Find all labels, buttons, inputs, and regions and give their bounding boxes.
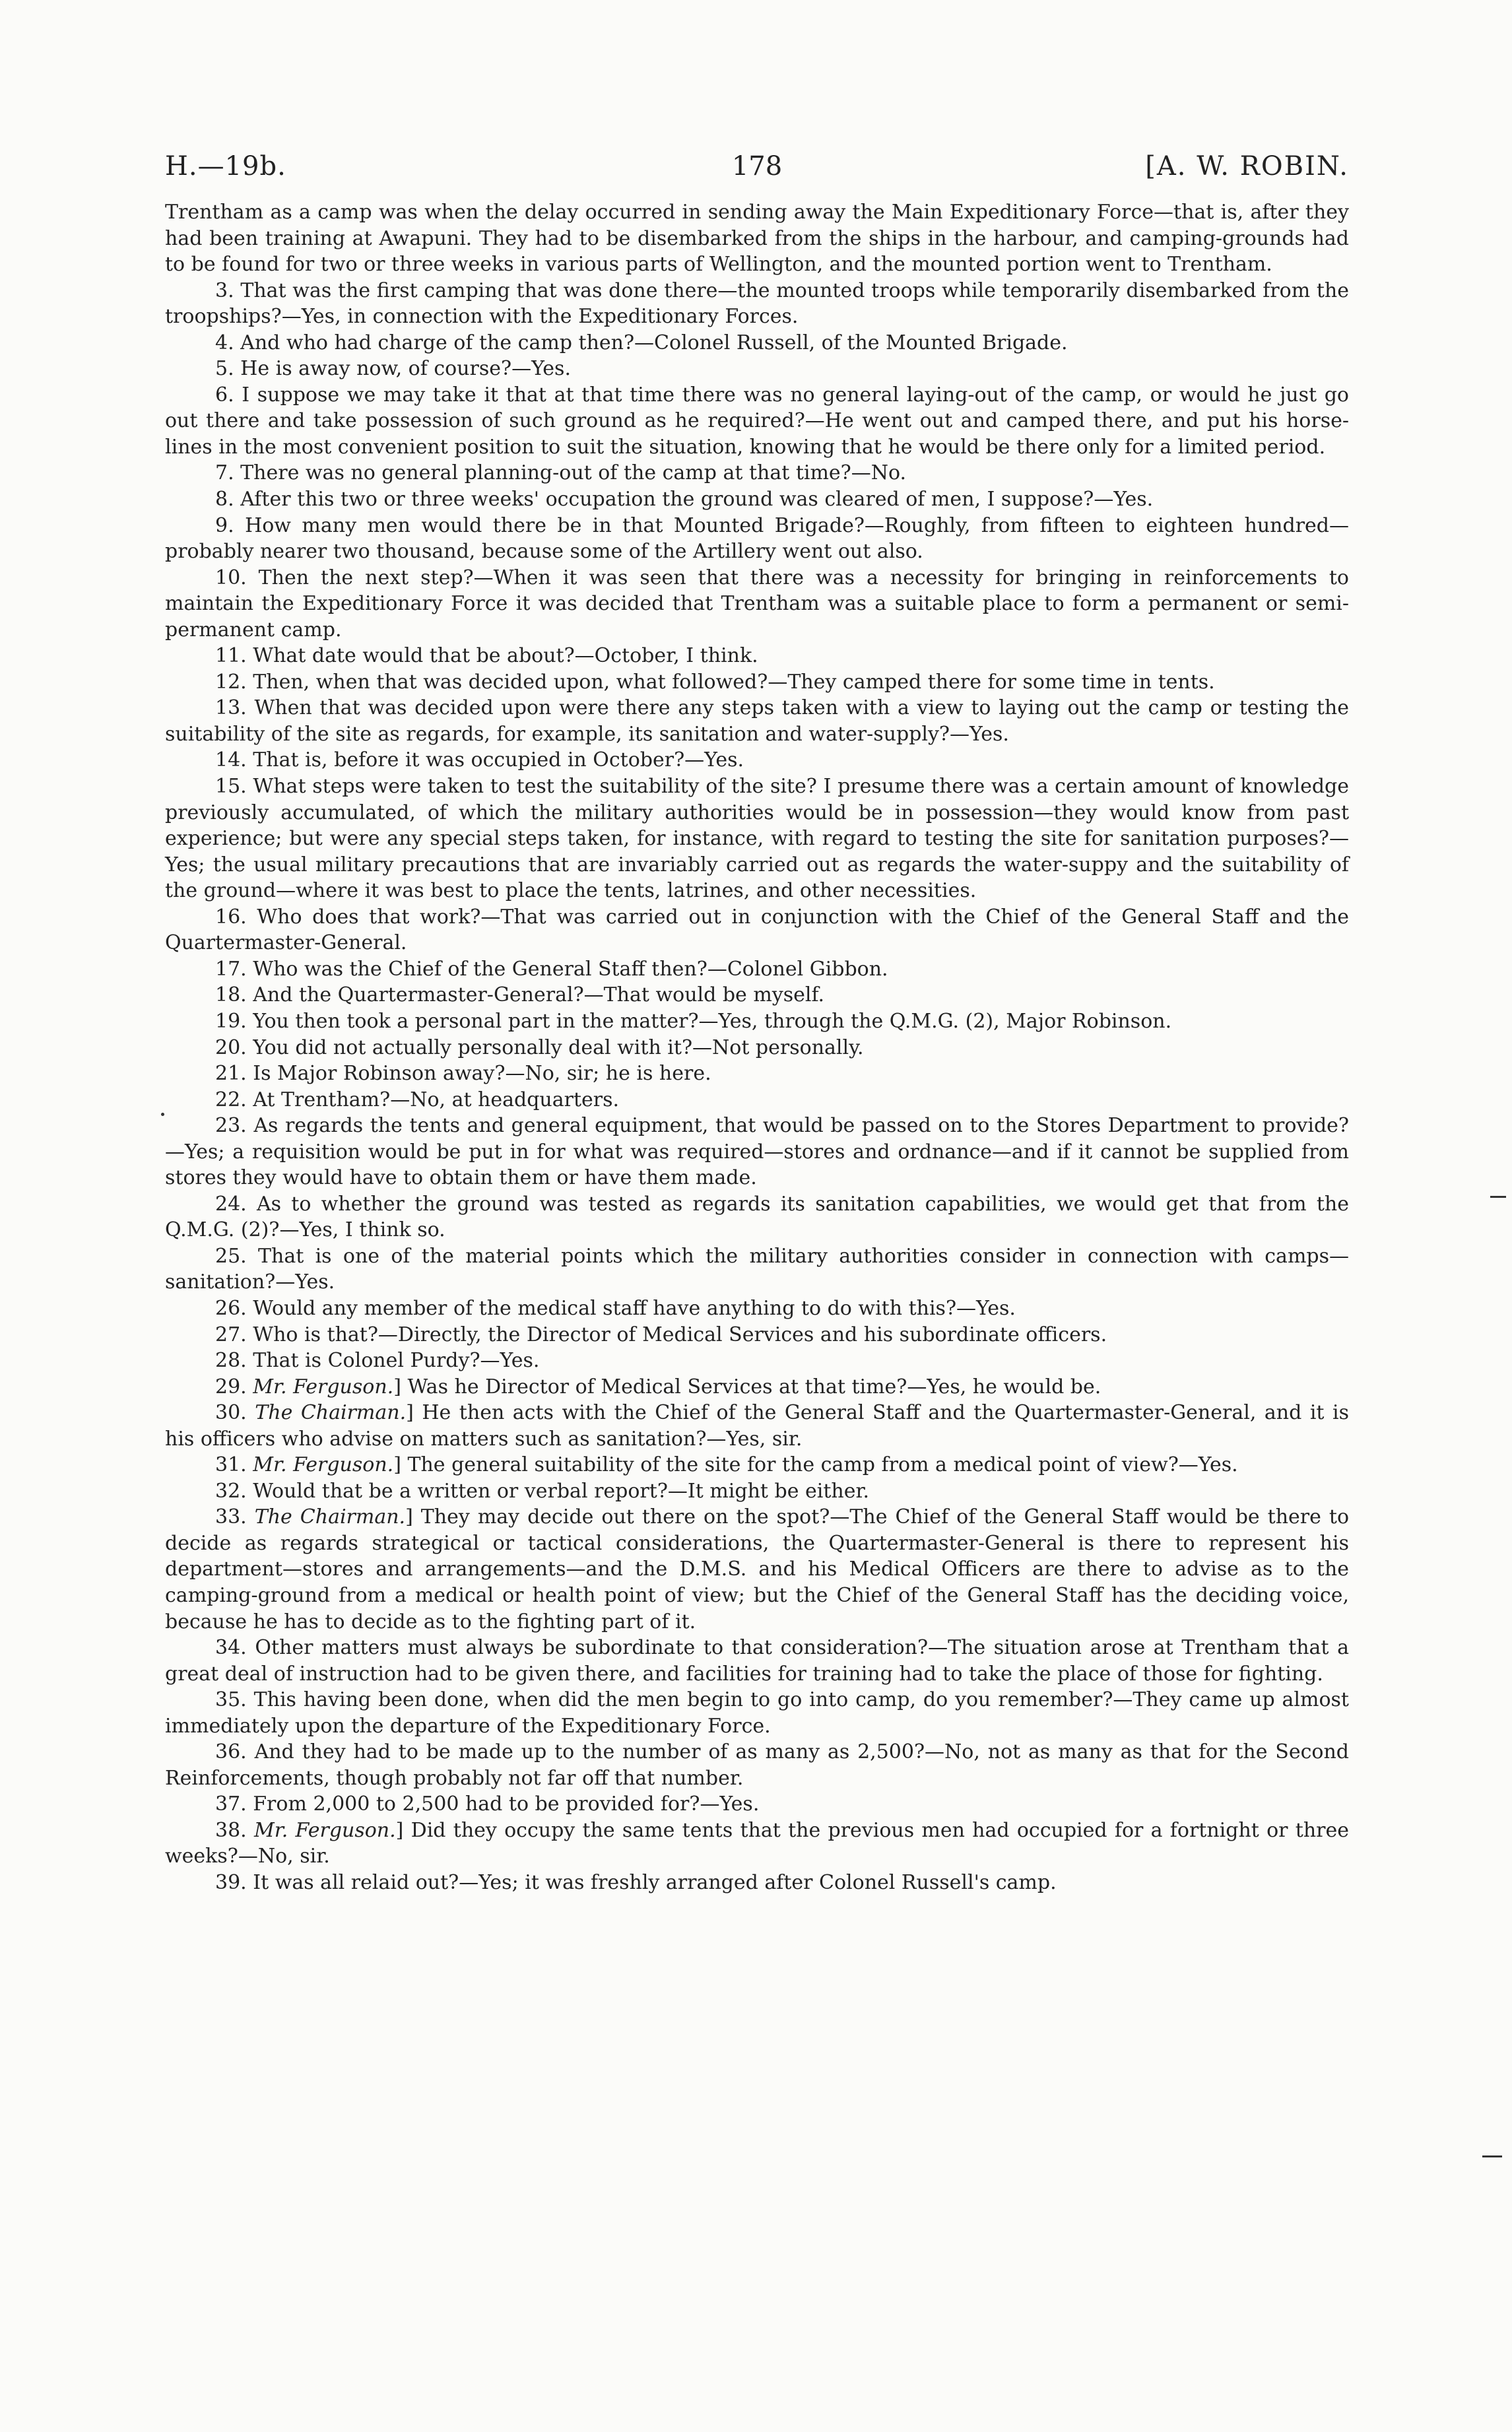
paragraph-text: 36. And they had to be made up to the number of as many as 2,500?—No, not as many as that for the Second Reinforcements, though probably not far off that number. bbox=[165, 1740, 1349, 1790]
testimony-paragraph bbox=[165, 669, 1349, 696]
paragraph-text: 23. As regards the tents and general equipment, that would be passed on to the Stores Department to provide?—Yes; a requisition would be put in for what was required—stores and ordnance—and if it cannot be supplied from stores they would have to obtain them or have them made. bbox=[165, 1114, 1349, 1190]
testimony-paragraph bbox=[165, 643, 1349, 669]
testimony-paragraph bbox=[165, 1191, 1349, 1243]
paragraph-text: 32. Would that be a written or verbal report?—It might be either. bbox=[215, 1479, 870, 1503]
testimony-paragraph: 30. The Chairman.] He then acts with the Chief of the General Staff and the Quartermaster-General, and it is his officers who advise on matters such as sanitation?—Yes, sir. bbox=[165, 1401, 1349, 1451]
paragraph-text: 8. After this two or three weeks' occupation the ground was cleared of men, I suppose?—Yes. bbox=[215, 488, 1154, 511]
paragraph-text: 21. Is Major Robinson away?—No, sir; he is here. bbox=[215, 1062, 711, 1086]
testimony-paragraph bbox=[165, 1687, 1349, 1739]
document-reference: H.—19b. bbox=[165, 151, 286, 181]
paragraph-text: 9. How many men would there be in that Mounted Brigade?—Roughly, from fifteen to eighteen hundred—probably nearer two thousand, because some of the Artillery went out also. bbox=[165, 513, 1349, 564]
speaker-name: Mr. Ferguson. bbox=[253, 1375, 394, 1398]
testimony-paragraph bbox=[165, 982, 1349, 1008]
paragraph-text: 16. Who does that work?—That was carried out in conjunction with the Chief of the General Staff and the Quartermaster-General. bbox=[165, 905, 1349, 955]
paragraph-text: 15. What steps were taken to test the suitability of the site? I presume there was a certain amount of knowledge previously accumulated, of which the military authorities would be in possession—they would know from past experience; but were any special steps taken, for instance, with regard to testing the site for sanitation purposes?—Yes; the usual military precautions that are invariably carried out as regards the water-suppy and the suitability of the ground—where it was best to place the tents, latrines, and other necessities. bbox=[165, 775, 1349, 903]
paragraph-text: He then acts with the Chief of the General Staff and the Quartermaster-General, and it is his officers who advise on matters such as sanitation?—Yes, sir. bbox=[165, 1401, 1349, 1451]
paragraph-text: 12. Then, when that was decided upon, what followed?—They camped there for some time in tents. bbox=[215, 670, 1215, 694]
testimony-paragraph bbox=[165, 1870, 1349, 1896]
page-number: 178 bbox=[731, 151, 783, 181]
margin-mark bbox=[1490, 1196, 1506, 1198]
paragraph-text: 4. And who had charge of the camp then?—Colonel Russell, of the Mounted Brigade. bbox=[215, 331, 1068, 354]
paragraph-text: 20. You did not actually personally deal with it?—Not personally. bbox=[215, 1035, 864, 1059]
testimony-paragraph bbox=[165, 1348, 1349, 1374]
testimony-paragraph bbox=[165, 278, 1349, 330]
testimony-paragraph bbox=[165, 382, 1349, 461]
testimony-paragraph bbox=[165, 1087, 1349, 1113]
paragraph-text: They may decide out there on the spot?—The Chief of the General Staff would be there to decide as regards strategical or tactical considerations, the Quartermaster-General is there to represent his department—stores and arrangements—and the D.M.S. and his Medical Officers are there to advise as to the camping-ground from a medical or health point of view; but the Chief of the General Staff has the deciding voice, because he has to decide as to the fighting part of it. bbox=[165, 1505, 1350, 1633]
speaker-name: The Chairman. bbox=[254, 1505, 406, 1529]
testimony-paragraph bbox=[165, 486, 1349, 513]
paragraph-text: 26. Would any member of the medical staff have anything to do with this?—Yes. bbox=[215, 1296, 1016, 1320]
testimony-paragraph bbox=[165, 1113, 1349, 1191]
continued-paragraph bbox=[165, 199, 1349, 278]
paragraph-text: 25. That is one of the material points which the military authorities consider in connection with camps—sanitation?—Yes. bbox=[165, 1244, 1349, 1294]
testimony-paragraph bbox=[165, 1322, 1349, 1348]
testimony-paragraph bbox=[165, 1035, 1349, 1061]
paragraph-text: 27. Who is that?—Directly, the Director of Medical Services and his subordinate officers. bbox=[215, 1323, 1107, 1346]
speaker-name: Mr. Ferguson. bbox=[253, 1818, 396, 1842]
paragraph-text: 17. Who was the Chief of the General Staff then?—Colonel Gibbon. bbox=[215, 957, 888, 981]
testimony-paragraph bbox=[165, 1791, 1349, 1818]
testimony-paragraph bbox=[165, 1739, 1349, 1791]
paragraph-text: 35. This having been done, when did the men begin to go into camp, do you remember?—They came up almost immediately upon the departure of the Expeditionary Force. bbox=[165, 1688, 1349, 1738]
paragraph-text: 24. As to whether the ground was tested as regards its sanitation capabilities, we would get that from the Q.M.G. (2)?—Yes, I think so. bbox=[165, 1192, 1349, 1242]
paragraph-text: 37. From 2,000 to 2,500 had to be provided for?—Yes. bbox=[215, 1792, 760, 1816]
testimony-paragraph bbox=[165, 1008, 1349, 1035]
margin-mark bbox=[161, 1113, 164, 1116]
testimony-paragraph bbox=[165, 330, 1349, 356]
speaker-name: The Chairman. bbox=[255, 1401, 407, 1425]
testimony-paragraph bbox=[165, 1635, 1349, 1687]
testimony-paragraph bbox=[165, 773, 1349, 904]
paragraph-text: 34. Other matters must always be subordinate to that consideration?—The situation arose at Trentham that a great deal of instruction had to be given there, and facilities for training had to take the place of those for fighting. bbox=[165, 1636, 1349, 1686]
margin-mark bbox=[1482, 2155, 1502, 2157]
paragraph-text: 5. He is away now, of course?—Yes. bbox=[215, 357, 571, 381]
question-number: 33. bbox=[215, 1505, 255, 1529]
paragraph-text: Did they occupy the same tents that the previous men had occupied for a fortnight or three weeks?—No, sir. bbox=[165, 1818, 1350, 1868]
testimony-paragraph bbox=[165, 1243, 1349, 1296]
paragraph-text: 7. There was no general planning-out of the camp at that time?—No. bbox=[215, 461, 907, 485]
testimony-paragraph: 29. Mr. Ferguson.] Was he Director of Medical Services at that time?—Yes, he would be. bbox=[215, 1375, 1101, 1398]
testimony-paragraph: 31. Mr. Ferguson.] The general suitability of the site for the camp from a medical point of view?—Yes. bbox=[215, 1453, 1238, 1477]
testimony-body bbox=[165, 199, 1349, 1896]
testimony-paragraph: 38. Mr. Ferguson.] Did they occupy the same tents that the previous men had occupied for a fortnight or three weeks?—No, sir. bbox=[165, 1818, 1350, 1868]
question-number: 31. bbox=[215, 1453, 253, 1477]
paragraph-text: Was he Director of Medical Services at that time?—Yes, he would be. bbox=[407, 1375, 1101, 1398]
paragraph-text: 6. I suppose we may take it that at that time there was no general laying-out of the camp, or would he just go out there and take possession of such ground as he required?—He went out and camped there, and put his horse-lines in the most convenient position to suit the situation, knowing that he would be there only for a limited period. bbox=[165, 383, 1349, 459]
testimony-paragraph bbox=[165, 1296, 1349, 1322]
testimony-paragraph bbox=[165, 356, 1349, 382]
paragraph-text: Trentham as a camp was when the delay occurred in sending away the Main Expeditionary Force—that is, after they had been training at Awapuni. They had to be disembarked from the ships in the harbour, and camping-grounds had to be found for two or three weeks in various parts of Wellington, and the mounted portion went to Trentham. bbox=[165, 201, 1349, 277]
paragraph-text: The general suitability of the site for the camp from a medical point of view?—Yes. bbox=[407, 1453, 1238, 1477]
testimony-paragraph bbox=[165, 1061, 1349, 1087]
paragraph-text: 39. It was all relaid out?—Yes; it was freshly arranged after Colonel Russell's camp. bbox=[215, 1871, 1057, 1894]
testimony-paragraph bbox=[165, 956, 1349, 983]
testimony-paragraph bbox=[165, 1478, 1349, 1505]
testimony-paragraph bbox=[165, 460, 1349, 486]
witness-name: [A. W. ROBIN. bbox=[1145, 151, 1349, 181]
page-header bbox=[165, 147, 1349, 186]
question-number: 29. bbox=[215, 1375, 253, 1398]
question-number: 30. bbox=[215, 1401, 255, 1425]
testimony-paragraph bbox=[165, 747, 1349, 773]
question-number: 38. bbox=[215, 1818, 254, 1842]
paragraph-text: 11. What date would that be about?—October, I think. bbox=[215, 644, 758, 668]
speaker-name: Mr. Ferguson. bbox=[253, 1453, 394, 1477]
testimony-paragraph: 33. The Chairman.] They may decide out there on the spot?—The Chief of the General Staff would be there to decide as regards strategical or tactical considerations, the Quartermaster-General is there to represent his department—stores and arrangements—and the D.M.S. and his Medical Officers are there to advise as to the camping-ground from a medical or health point of view; but the Chief of the General Staff has the deciding voice, because he has to decide as to the fighting part of it. bbox=[165, 1505, 1350, 1633]
paragraph-text: 13. When that was decided upon were there any steps taken with a view to laying out the camp or testing the suitability of the site as regards, for example, its sanitation and water-supply?—Yes. bbox=[165, 696, 1349, 746]
testimony-paragraph bbox=[165, 513, 1349, 565]
paragraph-text: 18. And the Quartermaster-General?—That would be myself. bbox=[215, 983, 825, 1007]
paragraph-text: 14. That is, before it was occupied in October?—Yes. bbox=[215, 748, 744, 772]
paragraph-text: 10. Then the next step?—When it was seen that there was a necessity for bringing in reinforcements to maintain the Expeditionary Force it was decided that Trentham was a suitable place to form a permanent or semi-permanent camp. bbox=[165, 566, 1349, 641]
paragraph-text: 3. That was the first camping that was done there—the mounted troops while temporarily disembarked from the troopships?—Yes, in connection with the Expeditionary Forces. bbox=[165, 279, 1349, 329]
paragraph-text: 28. That is Colonel Purdy?—Yes. bbox=[215, 1349, 540, 1373]
paragraph-text: 22. At Trentham?—No, at headquarters. bbox=[215, 1088, 620, 1111]
testimony-paragraph bbox=[165, 904, 1349, 956]
testimony-paragraph bbox=[165, 565, 1349, 643]
testimony-paragraph bbox=[165, 695, 1349, 747]
paragraph-text: 19. You then took a personal part in the matter?—Yes, through the Q.M.G. (2), Major Robinson. bbox=[215, 1009, 1172, 1033]
